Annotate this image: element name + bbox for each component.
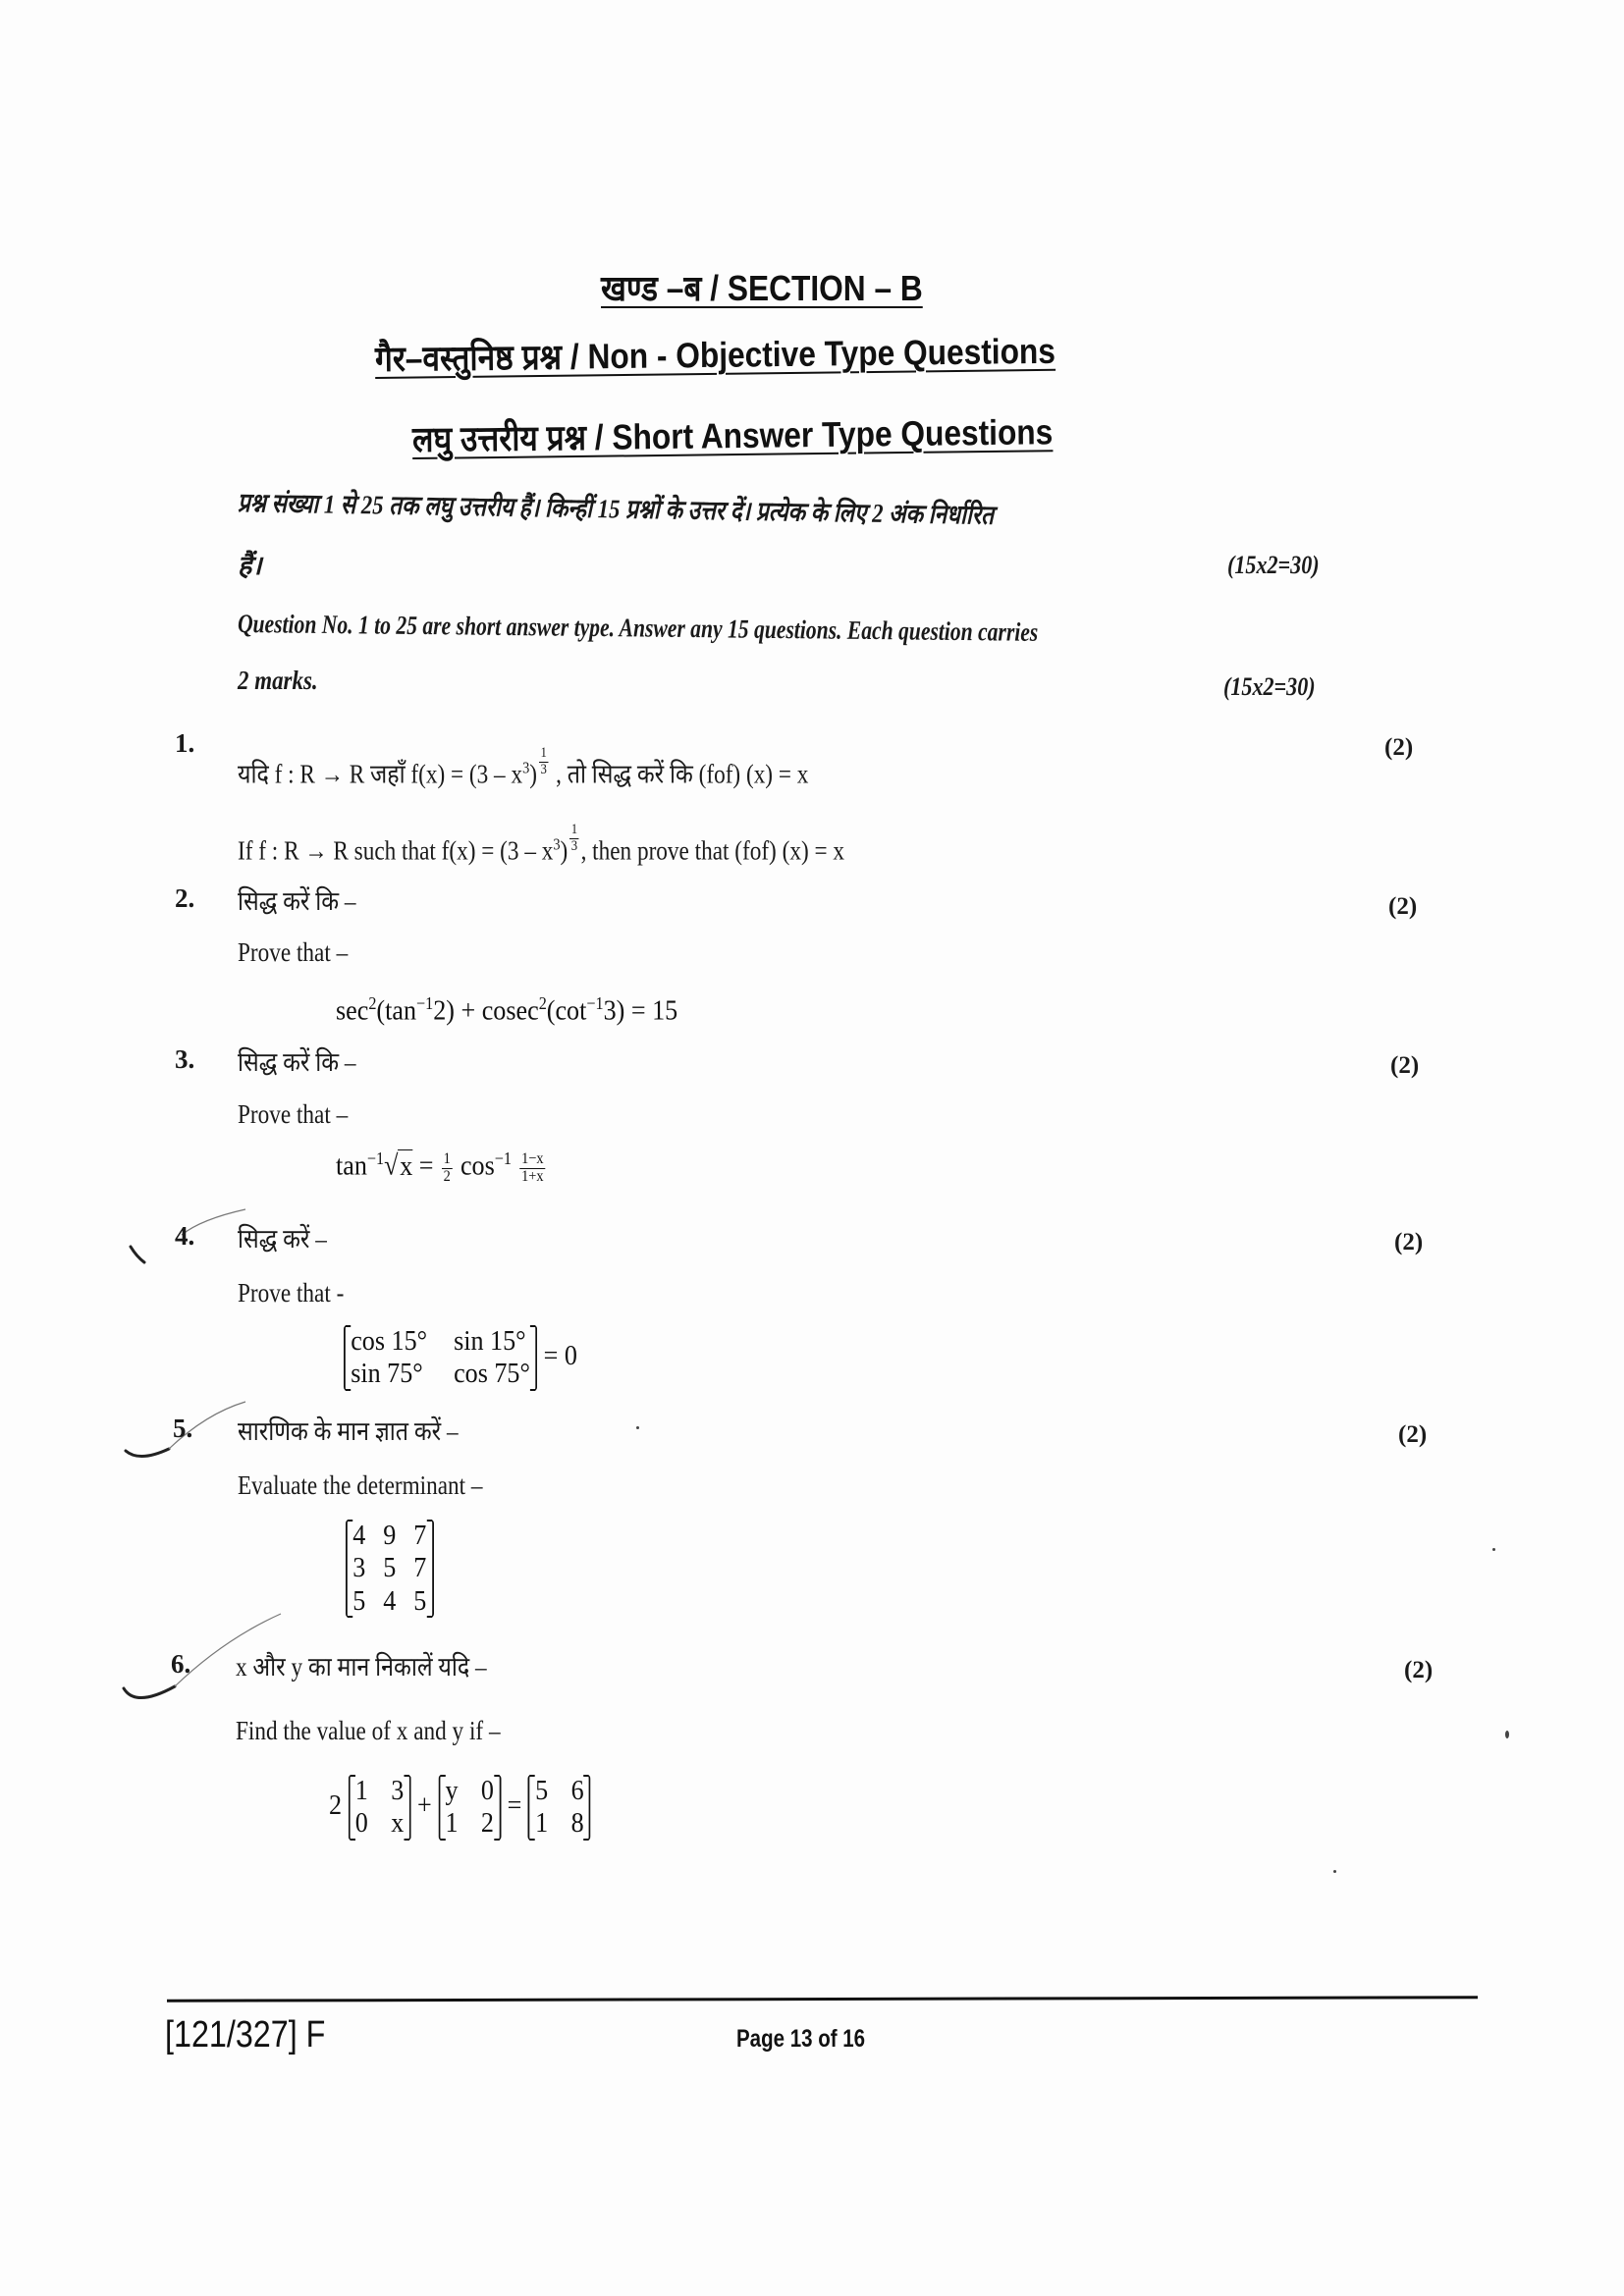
question-hindi-text: x और y का मान निकालें यदि –: [236, 1652, 487, 1682]
question-number: 1.: [175, 728, 195, 758]
question-hindi-text: सारणिक के मान ज्ञात करें –: [238, 1416, 459, 1446]
matrix-b: y 0 1 2: [438, 1775, 501, 1841]
question-type-heading: लघु उत्तरीय प्रश्न / Short Answer Type Questions: [411, 411, 1054, 459]
instruction-hindi-line1: प्रश्न संख्या 1 से 25 तक लघु उत्तरीय हैं। किन्हीं 15 प्रश्नों के उत्तर दें। प्रत्येक के लिए 2 अंक निर्धारित: [237, 488, 995, 530]
matrix-a: 1 3 0 x: [349, 1775, 411, 1841]
question-marks: (2): [1394, 1229, 1424, 1255]
section-subtitle: गैर–वस्तुनिष्ठ प्रश्न / Non - Objective Type Questions: [374, 330, 1056, 379]
question-number: 2.: [175, 883, 195, 913]
question-hindi-text: यदि f : R → R जहाँ $f(x) = (3 - x^3)$ $\frac{1}{3}$ , तो सिद्ध करें कि (fof) (x) = x: [238, 745, 809, 789]
question-english-text: Prove that –: [238, 1099, 349, 1129]
question-number: 5.: [173, 1414, 193, 1443]
scan-speck: [1492, 1548, 1495, 1551]
matrix-c: 5 6 1 8: [528, 1775, 591, 1841]
question-number: 6.: [171, 1649, 191, 1679]
question-determinant: [346, 1520, 434, 1618]
question-number: 3.: [175, 1044, 195, 1074]
scan-speck: [1505, 1731, 1509, 1738]
question-marks: (2): [1398, 1421, 1428, 1448]
question-english-text: If f : R → R such that $f(x) = (3 - x^3)$ $\frac{1}{3}$ , then prove that (fof) (x) = x: [238, 822, 844, 866]
scan-speck: [1333, 1870, 1336, 1873]
question-english-text: Find the value of x and y if –: [236, 1716, 501, 1745]
question-hindi-text: सिद्ध करें कि –: [238, 1047, 356, 1077]
question-marks: (2): [1390, 1052, 1420, 1079]
section-title: खण्ड –ब / SECTION – B: [601, 268, 923, 308]
question-english-text: Evaluate the determinant –: [238, 1470, 483, 1500]
question-equation: $\tan^{-1}√x$ = $\frac{1}{2}$ $\cos^{-1}$ $\frac{1-x}{1+x}$: [336, 1148, 544, 1185]
matrix: 4 9 7 3 5 7 5 4 5: [346, 1520, 434, 1618]
paper-code: [121/327] F: [165, 2014, 326, 2056]
matrix: cos 15° sin 15° sin 75° cos 75°: [344, 1325, 537, 1391]
instruction-hindi-line2: हैं।: [238, 551, 262, 580]
instruction-hindi-marks: (15x2=30): [1227, 551, 1320, 579]
question-marks: (2): [1404, 1657, 1434, 1683]
question-english-text: Prove that –: [238, 937, 349, 967]
scan-speck: [636, 1426, 639, 1429]
instruction-english-line2: 2 marks.: [238, 666, 318, 695]
question-number: 4.: [175, 1221, 195, 1251]
instruction-english-line1: Question No. 1 to 25 are short answer type. Answer any 15 questions. Each question carries: [237, 609, 1039, 647]
question-equation: cos 15° sin 15° sin 75° cos 75° = 0: [344, 1325, 577, 1391]
page-number: Page 13 of 16: [736, 2025, 866, 2053]
question-equation: 2 1 3 0 x + y 0 1 2 = 5 6 1 8: [329, 1775, 591, 1841]
question-marks: (2): [1388, 893, 1418, 920]
question-marks: (2): [1384, 734, 1414, 761]
question-equation: $\sec^2(\tan^{-1}2) + cosec^2(\cot^{-1}3) = 15$: [336, 993, 678, 1027]
question-hindi-text: सिद्ध करें कि –: [238, 886, 356, 916]
question-hindi-text: सिद्ध करें –: [238, 1224, 327, 1254]
question-english-text: Prove that -: [238, 1278, 345, 1308]
instruction-english-marks: (15x2=30): [1223, 672, 1316, 701]
footer-divider: [167, 1996, 1478, 2002]
